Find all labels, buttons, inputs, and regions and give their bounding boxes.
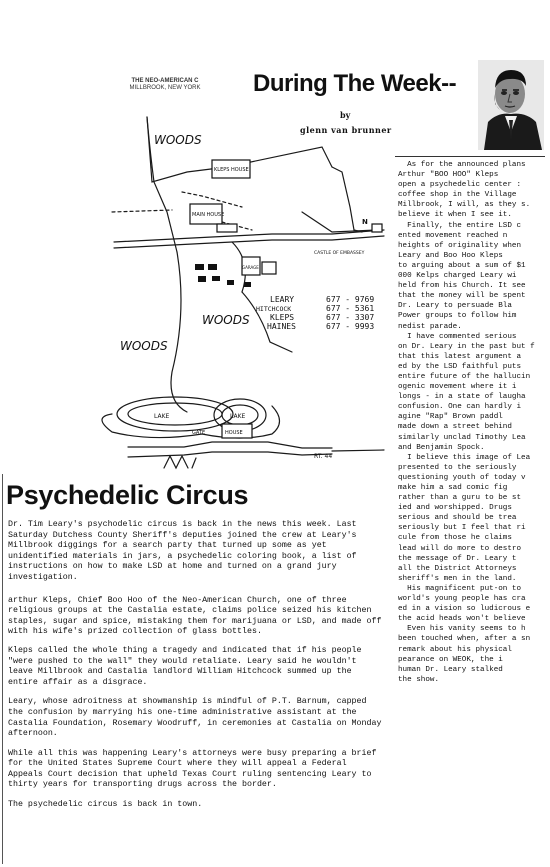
right-column-line: similarly unclad Timothy Lea bbox=[398, 433, 526, 442]
right-column-line: ented movement reached n bbox=[398, 231, 508, 240]
map-label-woods-mid: WOODS bbox=[202, 313, 250, 327]
masthead-title: THE NEO-AMERICAN C bbox=[131, 78, 199, 84]
right-column-line: held from his Church. It see bbox=[398, 282, 526, 291]
right-column-line: made down a street behind bbox=[398, 423, 512, 432]
article-body bbox=[8, 520, 386, 820]
right-column-line: the message of Dr. Leary t bbox=[398, 554, 517, 563]
right-column-line: rather than a guru to be st bbox=[398, 494, 522, 503]
right-column-line: Power groups to follow him bbox=[398, 312, 517, 321]
right-column-line: 000 Kelps charged Leary wi bbox=[398, 272, 517, 281]
right-column-line: the show. bbox=[398, 675, 440, 684]
byline-author: glenn van brunner bbox=[300, 125, 392, 135]
right-column-line: remark about his physical bbox=[398, 645, 512, 654]
article-title: Psychedelic Circus bbox=[6, 480, 249, 510]
map-label-lake-left: LAKE bbox=[154, 413, 170, 420]
right-column-line: His magnificent put-on to bbox=[398, 584, 522, 593]
right-column-line: that this latest argument a bbox=[398, 352, 522, 361]
right-column-line: ed in a vision so ludicrous e bbox=[398, 605, 531, 614]
right-column-line: lead will do more to destro bbox=[398, 544, 522, 553]
right-column-line: world's young people has cra bbox=[398, 595, 526, 604]
right-column-line: Leary and Boo Hoo Kleps bbox=[398, 251, 503, 260]
right-column-line: agine "Rap" Brown paddl bbox=[398, 413, 503, 422]
right-column-line: pearance on WEOK, the i bbox=[398, 655, 503, 664]
right-column-text bbox=[398, 160, 544, 685]
right-column-line: presented to the seriously bbox=[398, 463, 517, 472]
right-column-line: cule from those he claims bbox=[398, 534, 512, 543]
phone-number: 677 - 9769 bbox=[326, 295, 375, 304]
right-column-line: and Benjamin Spock. bbox=[398, 443, 485, 452]
phone-name: KLEPS bbox=[270, 313, 295, 322]
right-column-line: I have commented serious bbox=[398, 332, 517, 341]
column-rule bbox=[395, 156, 545, 157]
right-column-line: coffee shop in the Village bbox=[398, 191, 517, 200]
masthead bbox=[96, 78, 234, 92]
right-column-line: ied and worshipped. Drugs bbox=[398, 504, 512, 513]
right-column-line: I believe this image of Lea bbox=[398, 453, 531, 462]
right-column-line: Millbrook, I will, as they s. bbox=[398, 201, 531, 210]
right-column-line: Finally, the entire LSD c bbox=[398, 221, 522, 230]
map-label-castle: CASTLE OF EMBASSEY bbox=[314, 251, 365, 256]
phone-name: LEARY bbox=[270, 295, 295, 304]
right-column-line: that the money will be spent bbox=[398, 292, 526, 301]
estate-map bbox=[92, 112, 392, 480]
phone-number: 677 - 9993 bbox=[326, 322, 375, 331]
right-column-line: sheriff's men in the land. bbox=[398, 574, 517, 583]
right-column-line: ed by the LSD faithful puts bbox=[398, 362, 522, 371]
map-label-north: N bbox=[362, 218, 368, 226]
map-label-route: RT. 44 bbox=[314, 453, 333, 460]
article-paragraph: While all this was happening Leary's attorneys were busy preparing a brief for the United States Supreme Court where they will appeal a Federal Appeals Court decision that upheld Texas Court ruling sentencing Leary to thirty years for transporting drugs across the border. bbox=[8, 748, 377, 790]
right-column-line: open a psychedelic center : bbox=[398, 181, 522, 190]
right-column-line: the acid heads won't believe bbox=[398, 615, 526, 624]
right-column-line: seriously but I feel that ri bbox=[398, 524, 526, 533]
right-column-line: been touched when, after a sn bbox=[398, 635, 531, 644]
right-column-line: serious and should be trea bbox=[398, 514, 517, 523]
map-label-kleps-house: KLEPS HOUSE bbox=[214, 167, 249, 173]
clipping-edge bbox=[2, 474, 3, 864]
right-column-line: heights of originality when bbox=[398, 241, 522, 250]
byline-by: by bbox=[340, 110, 351, 120]
right-column-line: Even his vanity seems to h bbox=[398, 625, 526, 634]
right-column-line: Arthur "BOO HOO" Kleps bbox=[398, 171, 499, 180]
right-column-line: nedist parade. bbox=[398, 322, 462, 331]
right-column-line: longs - in a state of laugha bbox=[398, 393, 526, 402]
right-column-line: entire future of the hallucin bbox=[398, 372, 531, 381]
right-column-line: on Dr. Leary in the past but f bbox=[398, 342, 535, 351]
phone-name: HAINES bbox=[267, 322, 296, 331]
right-column-line: make him a sad comic fig bbox=[398, 484, 508, 492]
article-paragraph: Leary, whose adroitness at showmanship is mindful of P.T. Barnum, capped the confusion by marrying his one-time administrative assistant at the Castalia Foundation, Rosemary Woodruff, in ceremonies at Castalia on Monday afternoon. bbox=[8, 697, 382, 739]
map-label-gate: GATE bbox=[192, 430, 206, 436]
column-headline: During The Week-- bbox=[253, 70, 457, 97]
author-photo bbox=[478, 60, 544, 150]
phone-number: 677 - 3307 bbox=[326, 313, 375, 322]
map-label-main-house: MAIN HOUSE bbox=[192, 212, 225, 218]
right-column-line: As for the announced plans bbox=[398, 161, 526, 169]
masthead-location: MILLBROOK, NEW YORK bbox=[129, 85, 201, 91]
article-paragraph: Kleps called the whole thing a tragedy and indicated that if his people "were pushed to the wall" they would retaliate. Leary said he wouldn't leave Millbrook and Castalia landlord William Hitchcock summed up the entire affair as a disgrace. bbox=[8, 645, 362, 687]
map-label-gate-house: HOUSE bbox=[225, 430, 243, 436]
phone-number: 677 - 5361 bbox=[326, 304, 375, 313]
article-paragraph: arthur Kleps, Chief Boo Hoo of the Neo-American Church, one of three religious groups at the Castalia estate, claims police seized his kitchen staples, sugar and spice, mistaking them for marijuana or LSD, and made off with his wife's prized collection of glass bottles. bbox=[8, 595, 382, 637]
map-label-lake-right: LAKE bbox=[230, 413, 246, 420]
map-phone-list bbox=[256, 295, 374, 331]
right-column-line: ogenic movement where it i bbox=[398, 383, 517, 392]
map-label-woods-top: WOODS bbox=[154, 133, 202, 147]
right-column-line: confusion. One can hardly i bbox=[398, 403, 522, 412]
right-column-line: questioning youth of today v bbox=[398, 473, 526, 482]
article-paragraph: The psychedelic circus is back in town. bbox=[8, 800, 203, 810]
article-paragraph: Dr. Tim Leary's psychodelic circus is back in the news this week. Last Saturday Dutchess County Sheriff's deputies joined the crew at Leary's Millbrook diggings for a search party that turned up some as yet unidentified materials in jars, a psychedelic coloring book, a list of instructions on how to make LSD at home and turned on a grand jury investigation. bbox=[8, 520, 357, 582]
map-label-garage: GARAGE bbox=[242, 265, 259, 270]
phone-name: HITCHCOCK bbox=[256, 305, 292, 313]
right-column-line: Dr. Leary to persuade Bla bbox=[398, 302, 512, 311]
right-column-line: all the District Attorneys bbox=[398, 564, 517, 573]
right-column-line: to arguing about a sum of $1 bbox=[398, 261, 526, 270]
right-column-line: believe it when I see it. bbox=[398, 211, 512, 220]
map-label-woods-left: WOODS bbox=[120, 339, 168, 353]
right-column-line: human Dr. Leary stalked bbox=[398, 665, 503, 674]
